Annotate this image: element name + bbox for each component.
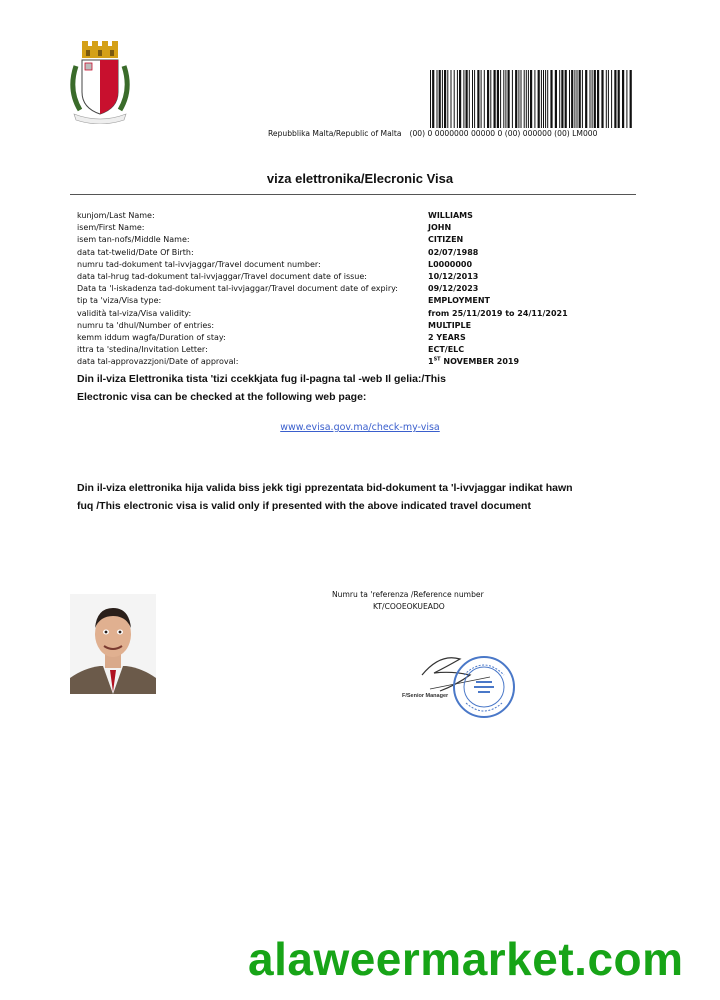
field-label: data tal-approvazzjoni/Date of approval: bbox=[77, 357, 239, 367]
applicant-photo bbox=[70, 594, 156, 694]
field-row bbox=[77, 308, 637, 320]
barcode-bar bbox=[601, 70, 603, 128]
field-value bbox=[428, 356, 519, 368]
field-value: CITIZEN bbox=[428, 235, 464, 245]
barcode-bar bbox=[451, 70, 452, 128]
barcode-bar bbox=[459, 70, 461, 128]
field-label: isem tan-nofs/Middle Name: bbox=[77, 235, 190, 245]
field-label: data tal-hrug tad-dokument tal-ivvjaggar/Travel document date of issue: bbox=[77, 271, 367, 281]
field-label: kunjom/Last Name: bbox=[77, 211, 155, 220]
barcode-bar bbox=[439, 70, 441, 128]
barcode-bar bbox=[530, 70, 532, 128]
barcode-bar bbox=[472, 70, 473, 128]
approval-day-suffix: ST bbox=[433, 356, 441, 363]
barcode-bar bbox=[484, 70, 485, 128]
barcode-bar bbox=[457, 70, 458, 128]
barcode-bar bbox=[515, 70, 517, 128]
barcode-bar bbox=[490, 70, 491, 128]
barcode-bar bbox=[630, 70, 632, 128]
barcode-bar bbox=[543, 70, 544, 128]
barcode-bar bbox=[608, 70, 609, 128]
field-value: ECT/ELC bbox=[428, 345, 465, 355]
barcode-bar bbox=[626, 70, 627, 128]
barcode-bar bbox=[524, 70, 525, 128]
field-row bbox=[77, 210, 637, 222]
field-label: ittra ta 'stedina/Invitation Letter: bbox=[77, 345, 208, 355]
barcode-bar bbox=[545, 70, 546, 128]
barcode-bar bbox=[606, 70, 607, 128]
barcode-bar bbox=[508, 70, 510, 128]
validity-notice: Din il-viza elettronika hija valida biss jekk tigi pprezentata bid-dokument ta 'l-ivvjaggar indikat hawn fuq /This electronic visa is valid only if presented with the above indicated travel document bbox=[77, 482, 573, 512]
barcode-bar bbox=[481, 70, 482, 128]
visa-fields bbox=[77, 210, 637, 368]
page-title: viza elettronika/Elecronic Visa bbox=[266, 171, 454, 186]
barcode-bar bbox=[622, 70, 624, 128]
field-row bbox=[77, 234, 637, 246]
barcode-bar bbox=[559, 70, 560, 128]
field-row bbox=[77, 271, 637, 283]
field-value: 2 YEARS bbox=[428, 332, 466, 342]
barcode-bar bbox=[597, 70, 599, 128]
barcode-number: (00) 0 0000000 00000 0 (00) 000000 (00) LM000 bbox=[409, 129, 598, 138]
barcode-bar bbox=[474, 70, 475, 128]
watermark-text: alaweermarket.com bbox=[248, 933, 684, 985]
field-row bbox=[77, 259, 637, 271]
field-value: 02/07/1988 bbox=[428, 247, 479, 257]
barcode-bar bbox=[505, 70, 506, 128]
barcode-bar bbox=[466, 70, 468, 128]
barcode-bar bbox=[577, 70, 578, 128]
barcode-bar bbox=[534, 70, 535, 128]
check-visa-link[interactable]: www.evisa.gov.ma/check-my-visa bbox=[280, 422, 440, 433]
signature-stamp bbox=[400, 645, 525, 725]
barcode-bar bbox=[571, 70, 573, 128]
header-line bbox=[268, 129, 597, 138]
field-row bbox=[77, 320, 637, 332]
republic-label: Repubblika Malta/Republic of Malta bbox=[268, 129, 402, 138]
barcode-bar bbox=[582, 70, 583, 128]
barcode-bar bbox=[500, 70, 501, 128]
field-label: Data ta 'l-iskadenza tad-dokument tal-ivvjaggar/Travel document date of expiry: bbox=[77, 284, 398, 294]
barcode-bar bbox=[469, 70, 470, 128]
barcode-bar bbox=[528, 70, 529, 128]
barcode-bar bbox=[444, 70, 446, 128]
barcode-bar bbox=[592, 70, 593, 128]
barcode-bar bbox=[518, 70, 519, 128]
barcode-bar bbox=[432, 70, 434, 128]
approval-month-year: NOVEMBER 2019 bbox=[440, 357, 520, 367]
field-value: MULTIPLE bbox=[428, 320, 472, 330]
field-value: L0000000 bbox=[428, 259, 473, 269]
barcode-bar bbox=[555, 70, 557, 128]
field-value: JOHN bbox=[428, 223, 452, 233]
barcode-bar bbox=[447, 70, 448, 128]
barcode-bar bbox=[477, 70, 479, 128]
signature-role: F/Senior Manager bbox=[402, 693, 449, 699]
barcode-bar bbox=[437, 70, 438, 128]
barcode-bar bbox=[521, 70, 522, 128]
barcode-bar bbox=[497, 70, 499, 128]
barcode-bar bbox=[594, 70, 596, 128]
barcode-bar bbox=[590, 70, 591, 128]
field-row bbox=[77, 332, 637, 344]
title-divider bbox=[70, 194, 636, 195]
field-label: validità tal-viza/Visa validity: bbox=[77, 308, 192, 318]
field-row bbox=[77, 247, 637, 259]
barcode-bar bbox=[494, 70, 496, 128]
barcode-bar bbox=[547, 70, 548, 128]
field-label: kemm iddum wagfa/Duration of stay: bbox=[77, 332, 226, 342]
field-row bbox=[77, 356, 637, 368]
field-label: isem/First Name: bbox=[77, 223, 145, 233]
barcode-bar bbox=[569, 70, 570, 128]
barcode-bar bbox=[541, 70, 542, 128]
field-label: numru tad-dokument tal-ivvjaggar/Travel document number: bbox=[77, 259, 321, 269]
field-value: EMPLOYMENT bbox=[428, 296, 490, 306]
barcode-bar bbox=[487, 70, 489, 128]
barcode-bar bbox=[503, 70, 504, 128]
field-label: data tat-twelid/Date Of Birth: bbox=[77, 247, 194, 257]
field-value: from 25/11/2019 to 24/11/2021 bbox=[428, 308, 568, 318]
barcode-bar bbox=[574, 70, 575, 128]
field-row bbox=[77, 283, 637, 295]
reference-number: KT/COOEOKUEADO bbox=[373, 602, 445, 611]
field-value: WILLIAMS bbox=[428, 211, 473, 220]
barcode-bar bbox=[618, 70, 620, 128]
barcode-bar bbox=[565, 70, 567, 128]
barcode-bar bbox=[463, 70, 464, 128]
field-row bbox=[77, 295, 637, 307]
barcode-bar bbox=[611, 70, 612, 128]
barcode-bar bbox=[512, 70, 513, 128]
barcode-bar bbox=[585, 70, 587, 128]
reference-label: Numru ta 'referenza /Reference number bbox=[332, 590, 484, 599]
field-label: tip ta 'viza/Visa type: bbox=[77, 296, 162, 306]
approval-day: 1 bbox=[428, 357, 434, 367]
field-value: 09/12/2023 bbox=[428, 284, 479, 294]
coat-of-arms-icon bbox=[66, 40, 134, 124]
barcode-bar bbox=[579, 70, 581, 128]
field-row bbox=[77, 222, 637, 234]
barcode-bar bbox=[430, 70, 431, 128]
barcode-bar bbox=[538, 70, 540, 128]
barcode-bar bbox=[442, 70, 443, 128]
barcode bbox=[428, 70, 636, 128]
barcode-bar bbox=[614, 70, 616, 128]
check-instructions: Din il-viza Elettronika tista 'tizi ccekkjata fug il-pagna tal -web Il gelia:/This Electronic visa can be checked at the following web page: bbox=[77, 373, 446, 403]
field-row bbox=[77, 344, 637, 356]
field-value: 10/12/2013 bbox=[428, 271, 479, 281]
barcode-bar bbox=[561, 70, 563, 128]
barcode-bar bbox=[550, 70, 552, 128]
barcode-bar bbox=[526, 70, 527, 128]
field-label: numru ta 'dhul/Number of entries: bbox=[77, 320, 215, 330]
barcode-bar bbox=[454, 70, 455, 128]
